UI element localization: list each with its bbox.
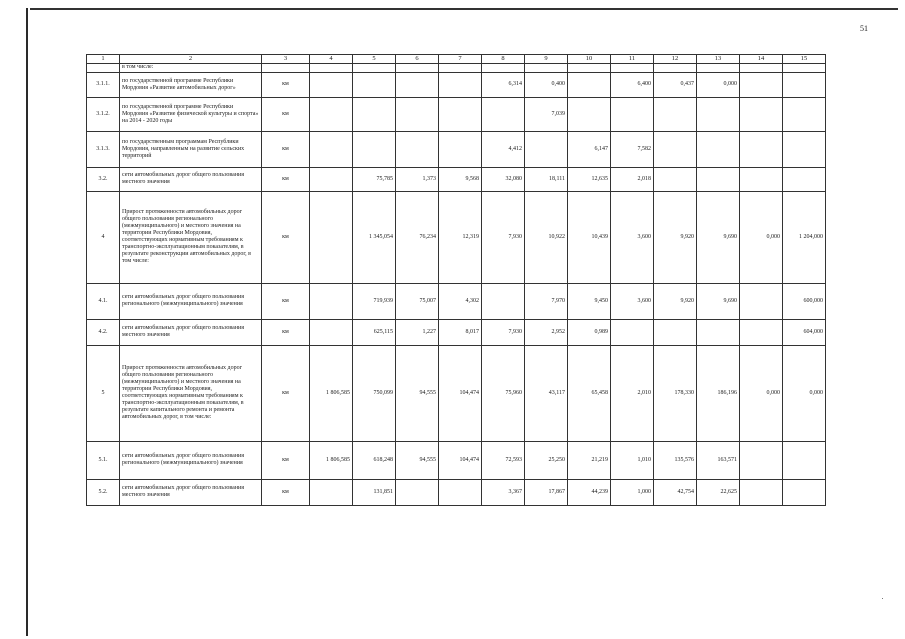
top-rule [30,8,898,10]
value-cell: 0,437 [654,72,697,97]
value-cell: 94,555 [396,441,439,479]
value-cell [396,479,439,505]
value-cell [439,479,482,505]
value-cell [396,63,439,72]
value-cell: 750,099 [353,345,396,441]
value-cell: 76,234 [396,191,439,283]
table-row [87,441,826,479]
value-cell [697,97,740,131]
value-cell: 6,400 [611,72,654,97]
value-cell [740,63,783,72]
row-number-cell [87,63,120,72]
value-cell: 1,373 [396,167,439,191]
unit-cell: км [262,191,310,283]
value-cell: 0,000 [740,191,783,283]
value-cell: 25,250 [525,441,568,479]
value-cell [310,191,353,283]
unit-cell: км [262,97,310,131]
value-cell: 9,568 [439,167,482,191]
value-cell: 719,939 [353,283,396,319]
value-cell: 7,039 [525,97,568,131]
value-cell [310,97,353,131]
column-number-cell: 1 [87,55,120,64]
row-number-cell: 3.1.1. [87,72,120,97]
column-number-cell: 5 [353,55,396,64]
value-cell: 600,000 [783,283,826,319]
table-row [87,191,826,283]
value-cell: 9,450 [568,283,611,319]
value-cell [310,283,353,319]
value-cell: 12,319 [439,191,482,283]
value-cell [310,319,353,345]
value-cell [697,167,740,191]
column-number-cell: 12 [654,55,697,64]
value-cell: 22,625 [697,479,740,505]
value-cell: 9,690 [697,283,740,319]
table-header-row [87,55,826,64]
value-cell [697,63,740,72]
value-cell: 1 345,054 [353,191,396,283]
value-cell [310,479,353,505]
value-cell: 43,117 [525,345,568,441]
table-row [87,63,826,72]
value-cell: 186,196 [697,345,740,441]
value-cell [353,97,396,131]
unit-cell: км [262,167,310,191]
value-cell: 6,147 [568,131,611,167]
column-number-cell: 3 [262,55,310,64]
value-cell [783,441,826,479]
table-row [87,283,826,319]
value-cell [654,63,697,72]
column-number-cell: 9 [525,55,568,64]
value-cell: 94,555 [396,345,439,441]
value-cell [310,72,353,97]
page-number: 51 [860,24,868,33]
value-cell [783,479,826,505]
value-cell: 1 806,585 [310,345,353,441]
value-cell [740,167,783,191]
value-cell: 163,571 [697,441,740,479]
column-number-cell: 7 [439,55,482,64]
value-cell: 9,920 [654,191,697,283]
table-row [87,319,826,345]
value-cell: 12,635 [568,167,611,191]
value-cell [439,97,482,131]
value-cell: 44,239 [568,479,611,505]
value-cell [353,63,396,72]
value-cell: 618,248 [353,441,396,479]
value-cell: 75,785 [353,167,396,191]
value-cell [525,63,568,72]
value-cell [783,72,826,97]
value-cell [568,63,611,72]
value-cell [611,97,654,131]
unit-cell: км [262,131,310,167]
row-label-cell: по государственным программам Республики Мордовия, направленным на развитие сельских территорий [120,131,262,167]
value-cell [353,131,396,167]
row-number-cell: 4.1. [87,283,120,319]
row-label-cell: по государственной программе Республики Мордовия «Развитие автомобильных дорог» [120,72,262,97]
row-label-cell: сети автомобильных дорог общего пользования регионального (межмуниципального) значения [120,441,262,479]
value-cell: 7,582 [611,131,654,167]
value-cell [568,72,611,97]
value-cell [740,283,783,319]
column-number-cell: 14 [740,55,783,64]
row-number-cell: 4.2. [87,319,120,345]
value-cell: 17,867 [525,479,568,505]
row-number-cell: 3.1.3. [87,131,120,167]
value-cell: 1 806,585 [310,441,353,479]
table-row [87,131,826,167]
column-number-cell: 15 [783,55,826,64]
column-number-cell: 13 [697,55,740,64]
row-label-cell: сети автомобильных дорог общего пользования местного значения [120,479,262,505]
value-cell [783,131,826,167]
value-cell [783,167,826,191]
row-number-cell: 3.2. [87,167,120,191]
value-cell: 1,227 [396,319,439,345]
value-cell: 1 204,000 [783,191,826,283]
value-cell [396,72,439,97]
table-row [87,167,826,191]
value-cell: 2,010 [611,345,654,441]
value-cell [740,131,783,167]
value-cell: 65,458 [568,345,611,441]
column-number-cell: 8 [482,55,525,64]
value-cell [482,283,525,319]
table-row [87,97,826,131]
value-cell: 1,010 [611,441,654,479]
value-cell: 42,754 [654,479,697,505]
row-label-cell: Прирост протяженности автомобильных дорог общего пользования регионального (межмуниципального) и местного значения на территории Республики Мордовия, соответствующих нормативным требованиям к транспортно-эксплуатационным показателям, в результате реконструкции автомобильных дорог, в том числе: [120,191,262,283]
unit-cell: км [262,319,310,345]
value-cell [783,97,826,131]
value-cell: 135,576 [654,441,697,479]
value-cell: 8,017 [439,319,482,345]
value-cell [654,319,697,345]
value-cell [482,97,525,131]
value-cell: 178,330 [654,345,697,441]
value-cell [568,97,611,131]
value-cell: 7,970 [525,283,568,319]
column-number-cell: 6 [396,55,439,64]
value-cell [396,97,439,131]
row-number-cell: 5.1. [87,441,120,479]
value-cell: 3,367 [482,479,525,505]
value-cell [482,63,525,72]
value-cell [396,131,439,167]
scan-speck [882,598,883,599]
value-cell [697,319,740,345]
value-cell: 32,080 [482,167,525,191]
value-cell: 9,920 [654,283,697,319]
value-cell: 604,000 [783,319,826,345]
value-cell [439,63,482,72]
value-cell: 1,000 [611,479,654,505]
column-number-cell: 10 [568,55,611,64]
value-cell: 4,412 [482,131,525,167]
value-cell: 0,989 [568,319,611,345]
table-row [87,479,826,505]
value-cell [697,131,740,167]
value-cell: 72,593 [482,441,525,479]
value-cell [310,167,353,191]
value-cell: 104,474 [439,345,482,441]
value-cell [740,97,783,131]
value-cell [525,131,568,167]
value-cell: 0,400 [525,72,568,97]
table-row [87,72,826,97]
value-cell: 0,000 [783,345,826,441]
value-cell: 2,952 [525,319,568,345]
value-cell: 7,930 [482,191,525,283]
row-label-cell: сети автомобильных дорог общего пользования регионального (межмуниципального) значения [120,283,262,319]
row-label-cell: по государственной программе Республики Мордовия «Развитие физической культуры и спорта» на 2014 - 2020 годы [120,97,262,131]
unit-cell: км [262,441,310,479]
value-cell: 2,018 [611,167,654,191]
value-cell [654,131,697,167]
value-cell: 3,600 [611,283,654,319]
value-cell: 9,690 [697,191,740,283]
column-number-cell: 2 [120,55,262,64]
row-label-cell: сети автомобильных дорог общего пользования местного значения [120,167,262,191]
value-cell: 3,600 [611,191,654,283]
column-number-cell: 11 [611,55,654,64]
row-number-cell: 4 [87,191,120,283]
row-label-cell: Прирост протяженности автомобильных дорог общего пользования регионального (межмуниципального) и местного значения на территории Республики Мордовия, соответствующих нормативным требованиям к транспортно-эксплуатационным показателям, в результате капитального ремонта и ремонта автомобильных дорог, в том числе: [120,345,262,441]
row-label-cell: в том числе: [120,63,262,72]
row-number-cell: 5.2. [87,479,120,505]
column-number-cell: 4 [310,55,353,64]
row-label-cell: сети автомобильных дорог общего пользования местного значения [120,319,262,345]
row-number-cell: 5 [87,345,120,441]
unit-cell: км [262,283,310,319]
value-cell: 0,000 [740,345,783,441]
value-cell [439,131,482,167]
value-cell: 75,960 [482,345,525,441]
value-cell: 6,314 [482,72,525,97]
unit-cell: км [262,345,310,441]
value-cell [353,72,396,97]
value-cell: 21,219 [568,441,611,479]
value-cell [740,72,783,97]
left-binding-edge [26,8,28,636]
value-cell: 0,000 [697,72,740,97]
unit-cell [262,63,310,72]
unit-cell: км [262,72,310,97]
value-cell [439,72,482,97]
row-number-cell: 3.1.2. [87,97,120,131]
value-cell [740,319,783,345]
unit-cell: км [262,479,310,505]
value-cell: 131,851 [353,479,396,505]
value-cell: 10,439 [568,191,611,283]
value-cell [611,63,654,72]
value-cell [654,97,697,131]
value-cell [740,479,783,505]
value-cell: 75,007 [396,283,439,319]
value-cell [310,63,353,72]
value-cell [611,319,654,345]
value-cell [783,63,826,72]
road-length-table [86,54,826,506]
value-cell [654,167,697,191]
table-row [87,345,826,441]
value-cell: 4,302 [439,283,482,319]
value-cell [740,441,783,479]
value-cell [310,131,353,167]
value-cell: 10,922 [525,191,568,283]
value-cell: 625,115 [353,319,396,345]
value-cell: 18,111 [525,167,568,191]
value-cell: 104,474 [439,441,482,479]
value-cell: 7,930 [482,319,525,345]
